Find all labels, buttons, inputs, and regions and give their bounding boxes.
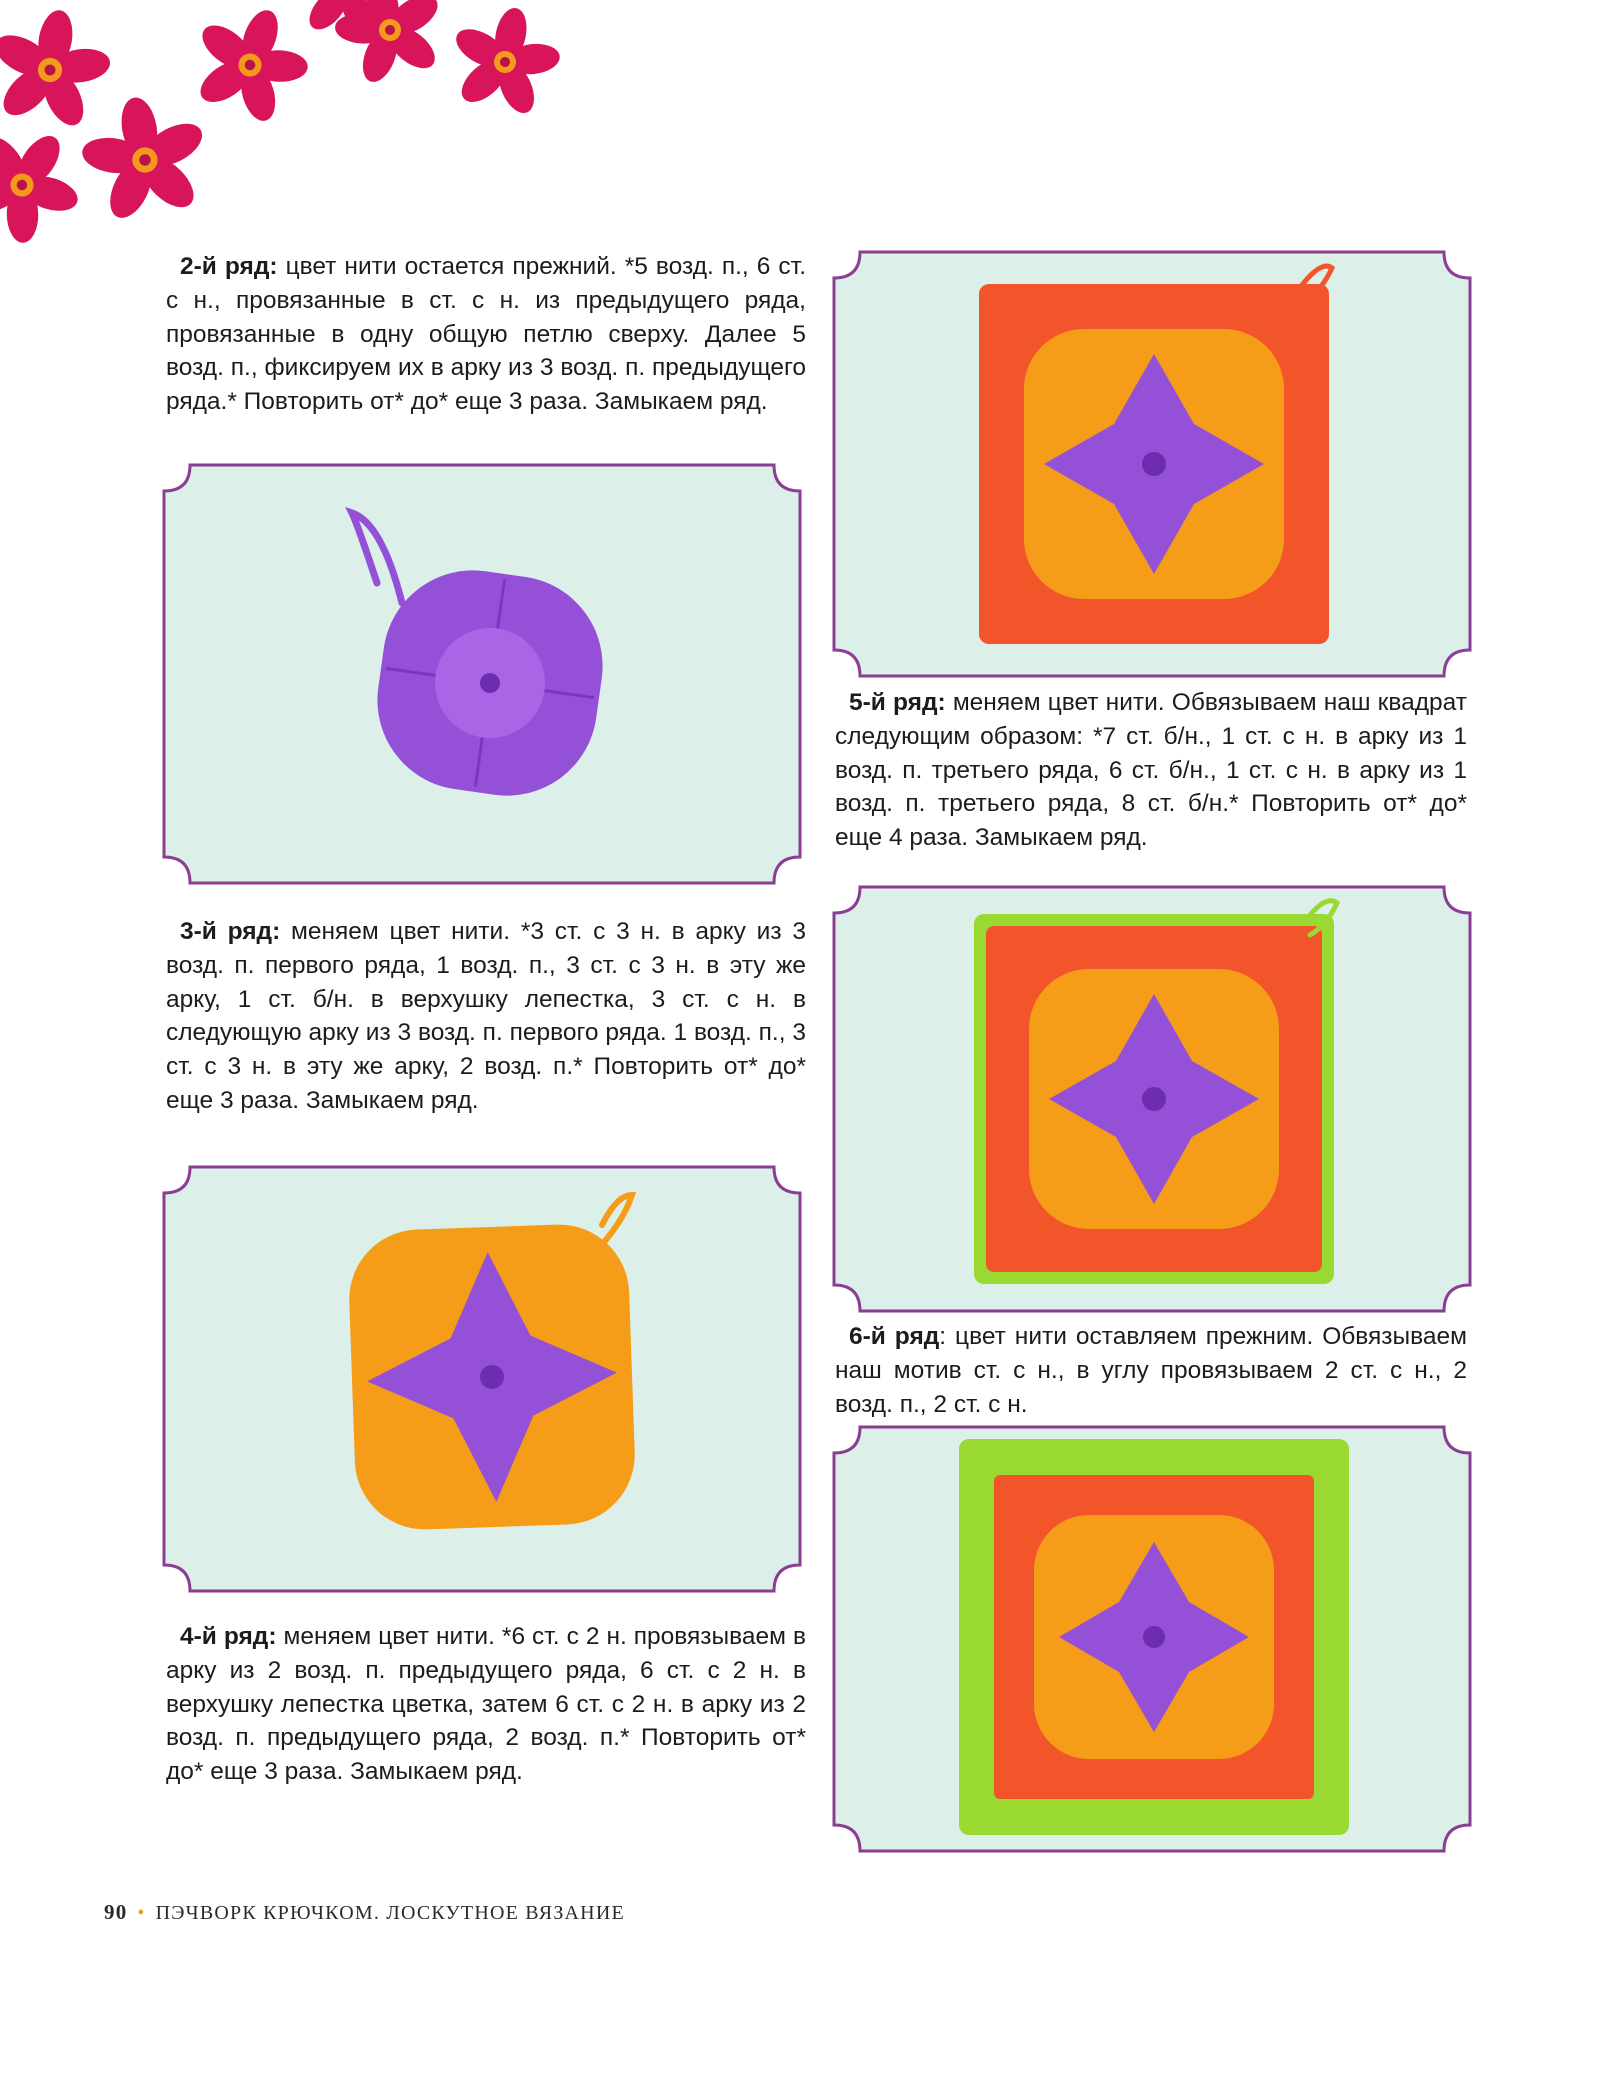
- row-3-label: 3-й ряд:: [180, 918, 281, 945]
- row-4-label: 4-й ряд:: [180, 1623, 277, 1650]
- row-4-instructions: [166, 1620, 806, 1789]
- row-4-text: меняем цвет нити. *6 ст. с 2 н. провязываем в арку из 2 возд. п. предыдущего ряда, 6 ст. с 2 н. в верхушку лепестка цветка, затем 6 ст. с 2 н. в арку из 2 возд. п. предыдущего ряда, 2 возд. п.* Повторить от* до* еще 3 раза. Замыкаем ряд.: [166, 1623, 806, 1786]
- row-3-instructions: [166, 915, 806, 1118]
- purple-motif-photo: [162, 463, 802, 885]
- row-2-instructions: [166, 250, 806, 419]
- page-footer: [104, 1900, 625, 1925]
- red-border-motif-photo: [832, 250, 1472, 678]
- lime-border-motif-photo: [832, 1425, 1472, 1853]
- row-5-instructions: [835, 686, 1467, 855]
- orange-motif-photo: [162, 1165, 802, 1593]
- footer-separator-dot: •: [137, 1902, 146, 1924]
- row-6-text: : цвет нити оставляем прежним. Обвязываем наш мотив ст. с н., в углу провязываем 2 ст. с н., 2 возд. п., 2 ст. с н.: [835, 1323, 1467, 1418]
- row-6-label: 6-й ряд: [849, 1323, 940, 1350]
- row-5-label: 5-й ряд:: [849, 689, 946, 716]
- row-6-instructions: [835, 1320, 1467, 1421]
- lime-edge-motif-photo: [832, 885, 1472, 1313]
- row-2-text: цвет нити остается прежний. *5 возд. п., 6 ст. с н., провязанные в ст. с н. из предыдущего ряда, провязанные в одну общую петлю сверху. Далее 5 возд. п., фиксируем их в арку из 3 возд. п. предыдущего ряда.* Повторить от* до* еще 3 раза. Замыкаем ряд.: [166, 253, 806, 416]
- row-3-text: меняем цвет нити. *3 ст. с 3 н. в арку из 3 возд. п. первого ряда, 1 возд. п., 3 ст. с 3 н. в эту же арку, 1 ст. б/н. в верхушку лепестка, 3 ст. с н. в следующую арку из 3 возд. п. первого ряда. 1 возд. п., 3 ст. с 3 н. в эту же арку, 2 возд. п.* Повторить от* до* еще 3 раза. Замыкаем ряд.: [166, 918, 806, 1114]
- row-2-label: 2-й ряд:: [180, 253, 278, 280]
- running-title: ПЭЧВОРК КРЮЧКОМ. ЛОСКУТНОЕ ВЯЗАНИЕ: [155, 1902, 625, 1924]
- page-number: 90: [104, 1900, 128, 1924]
- row-5-text: меняем цвет нити. Обвязываем наш квадрат следующим образом: *7 ст. б/н., 1 ст. с н. в арку из 1 возд. п. третьего ряда, 6 ст. б/н., 1 ст. с н. в арку из 1 возд. п. третьего ряда, 8 ст. б/н.* Повторить от* до* еще 4 раза. Замыкаем ряд.: [835, 689, 1467, 852]
- crochet-flowers-decoration: [0, 0, 600, 260]
